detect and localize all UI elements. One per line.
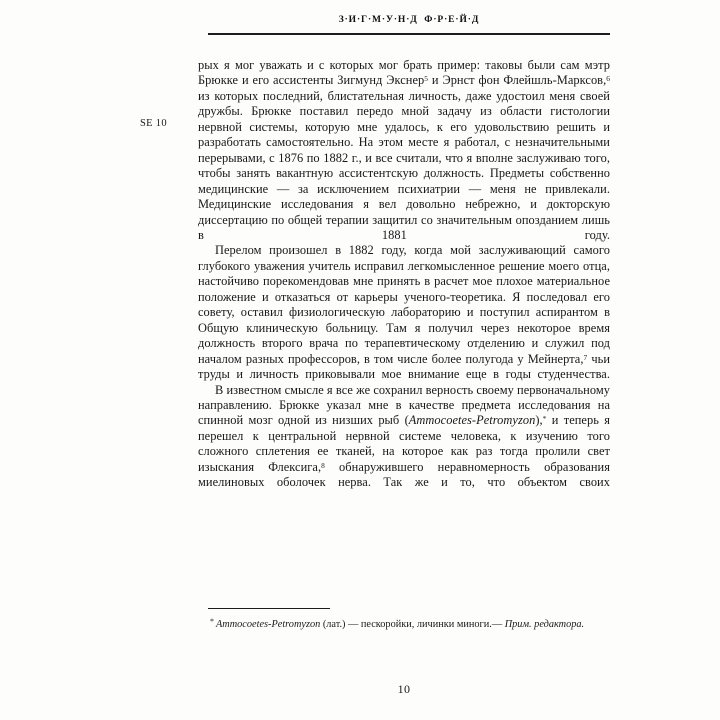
text-run: чьи труды и личность приковывали мое внимание еще в годы студенчества. [198, 351, 611, 382]
footnote-reference-marker: 7 [583, 352, 588, 362]
text-run: и Эрнст фон Флейшль-Марксов, [428, 73, 607, 88]
running-head-rule [208, 33, 610, 35]
paragraph-1 [198, 58, 610, 243]
page-number: 10 [397, 682, 411, 696]
paragraph-2 [198, 243, 610, 382]
text-run: Перелом произошел в 1882 году, когда мой заслуживающий самого глубокого уважения учитель исправил легкомысленное решение моего отца, настойчиво порекомендовав мне принять в расчет мое плохое материальное положение и отказаться от карьеры ученого-теоретика. Я последовал его совету, оставил физиологическую лабораторию и поступил аспирантом в Общую клиническую больницу. Там я получил через некоторое время должность второго врача по терапевтическому отделению и служил под началом разных профессоров, в том числе более полугода у Мейнерта, [198, 243, 610, 366]
footnote-reference-marker: 5 [424, 74, 429, 84]
text-run: В известном смысле я все же сохранил верность своему первоначальному направлению. Брюкке указал мне в качестве предмета исследования на спинной мозг одной из низших рыб ( [198, 382, 610, 428]
running-head [208, 14, 610, 36]
footnote-reference-marker: 6 [606, 74, 610, 84]
text-run: ), [535, 413, 543, 428]
footnote-text [198, 618, 610, 632]
margin-note-se-reference: SE 10 [140, 118, 167, 129]
text-run: обнаружившего неравномерность образования миелиновых оболочек нерва. Так же и то, что объектом своих [198, 459, 610, 490]
footnote-separator-rule [208, 608, 330, 609]
italic-species-name: Прим. редактора. [504, 619, 585, 630]
italic-species-name: Ammocoetes-Petromyzon [408, 413, 536, 428]
paragraph-3 [198, 383, 610, 491]
running-head-title: З·И·Г·М·У·Н·Д Ф·Р·Е·Й·Д [338, 15, 480, 25]
text-run: рых я мог уважать и с которых мог брать пример: таковы были сам мэтр Брюкке и его ассистенты Зигмунд Экснер [198, 58, 610, 88]
footnote-marker: * [210, 616, 216, 626]
text-run: из которых последний, блистательная личность, даже удостоил меня своей дружбы. Брюкке поставил передо мной задачу из области гистологии нервной системы, которую мне удалось, к его удовольствию решить и разработать самостоятельно. На этом месте я работал, с незначительными перерывами, с 1876 по 1882 г., и все считали, что я вполне заслуживаю того, чтобы занять вакантную ассистентскую должность. Предметы собственно медицинские — за исключением психиатрии — меня не привлекали. Медицинские исследования я вел довольно небрежно, и докторскую диссертацию по общей терапии защитил со значительным опозданием лишь в 1881 году. [198, 88, 610, 242]
text-run: и теперь я перешел к центральной нервной системе человека, к изучению того сложного сплетения ее тканей, на которое как раз тогда пролили свет изыскания Флексига, [198, 413, 610, 474]
text-run: (лат.) — пескоройки, личинки миноги.— [320, 619, 505, 630]
italic-species-name: Ammocoetes-Petromyzon [216, 619, 321, 630]
body-text-column [198, 58, 610, 491]
footnote-reference-marker: 8 [321, 460, 325, 470]
footnote-reference-marker: * [542, 414, 547, 424]
